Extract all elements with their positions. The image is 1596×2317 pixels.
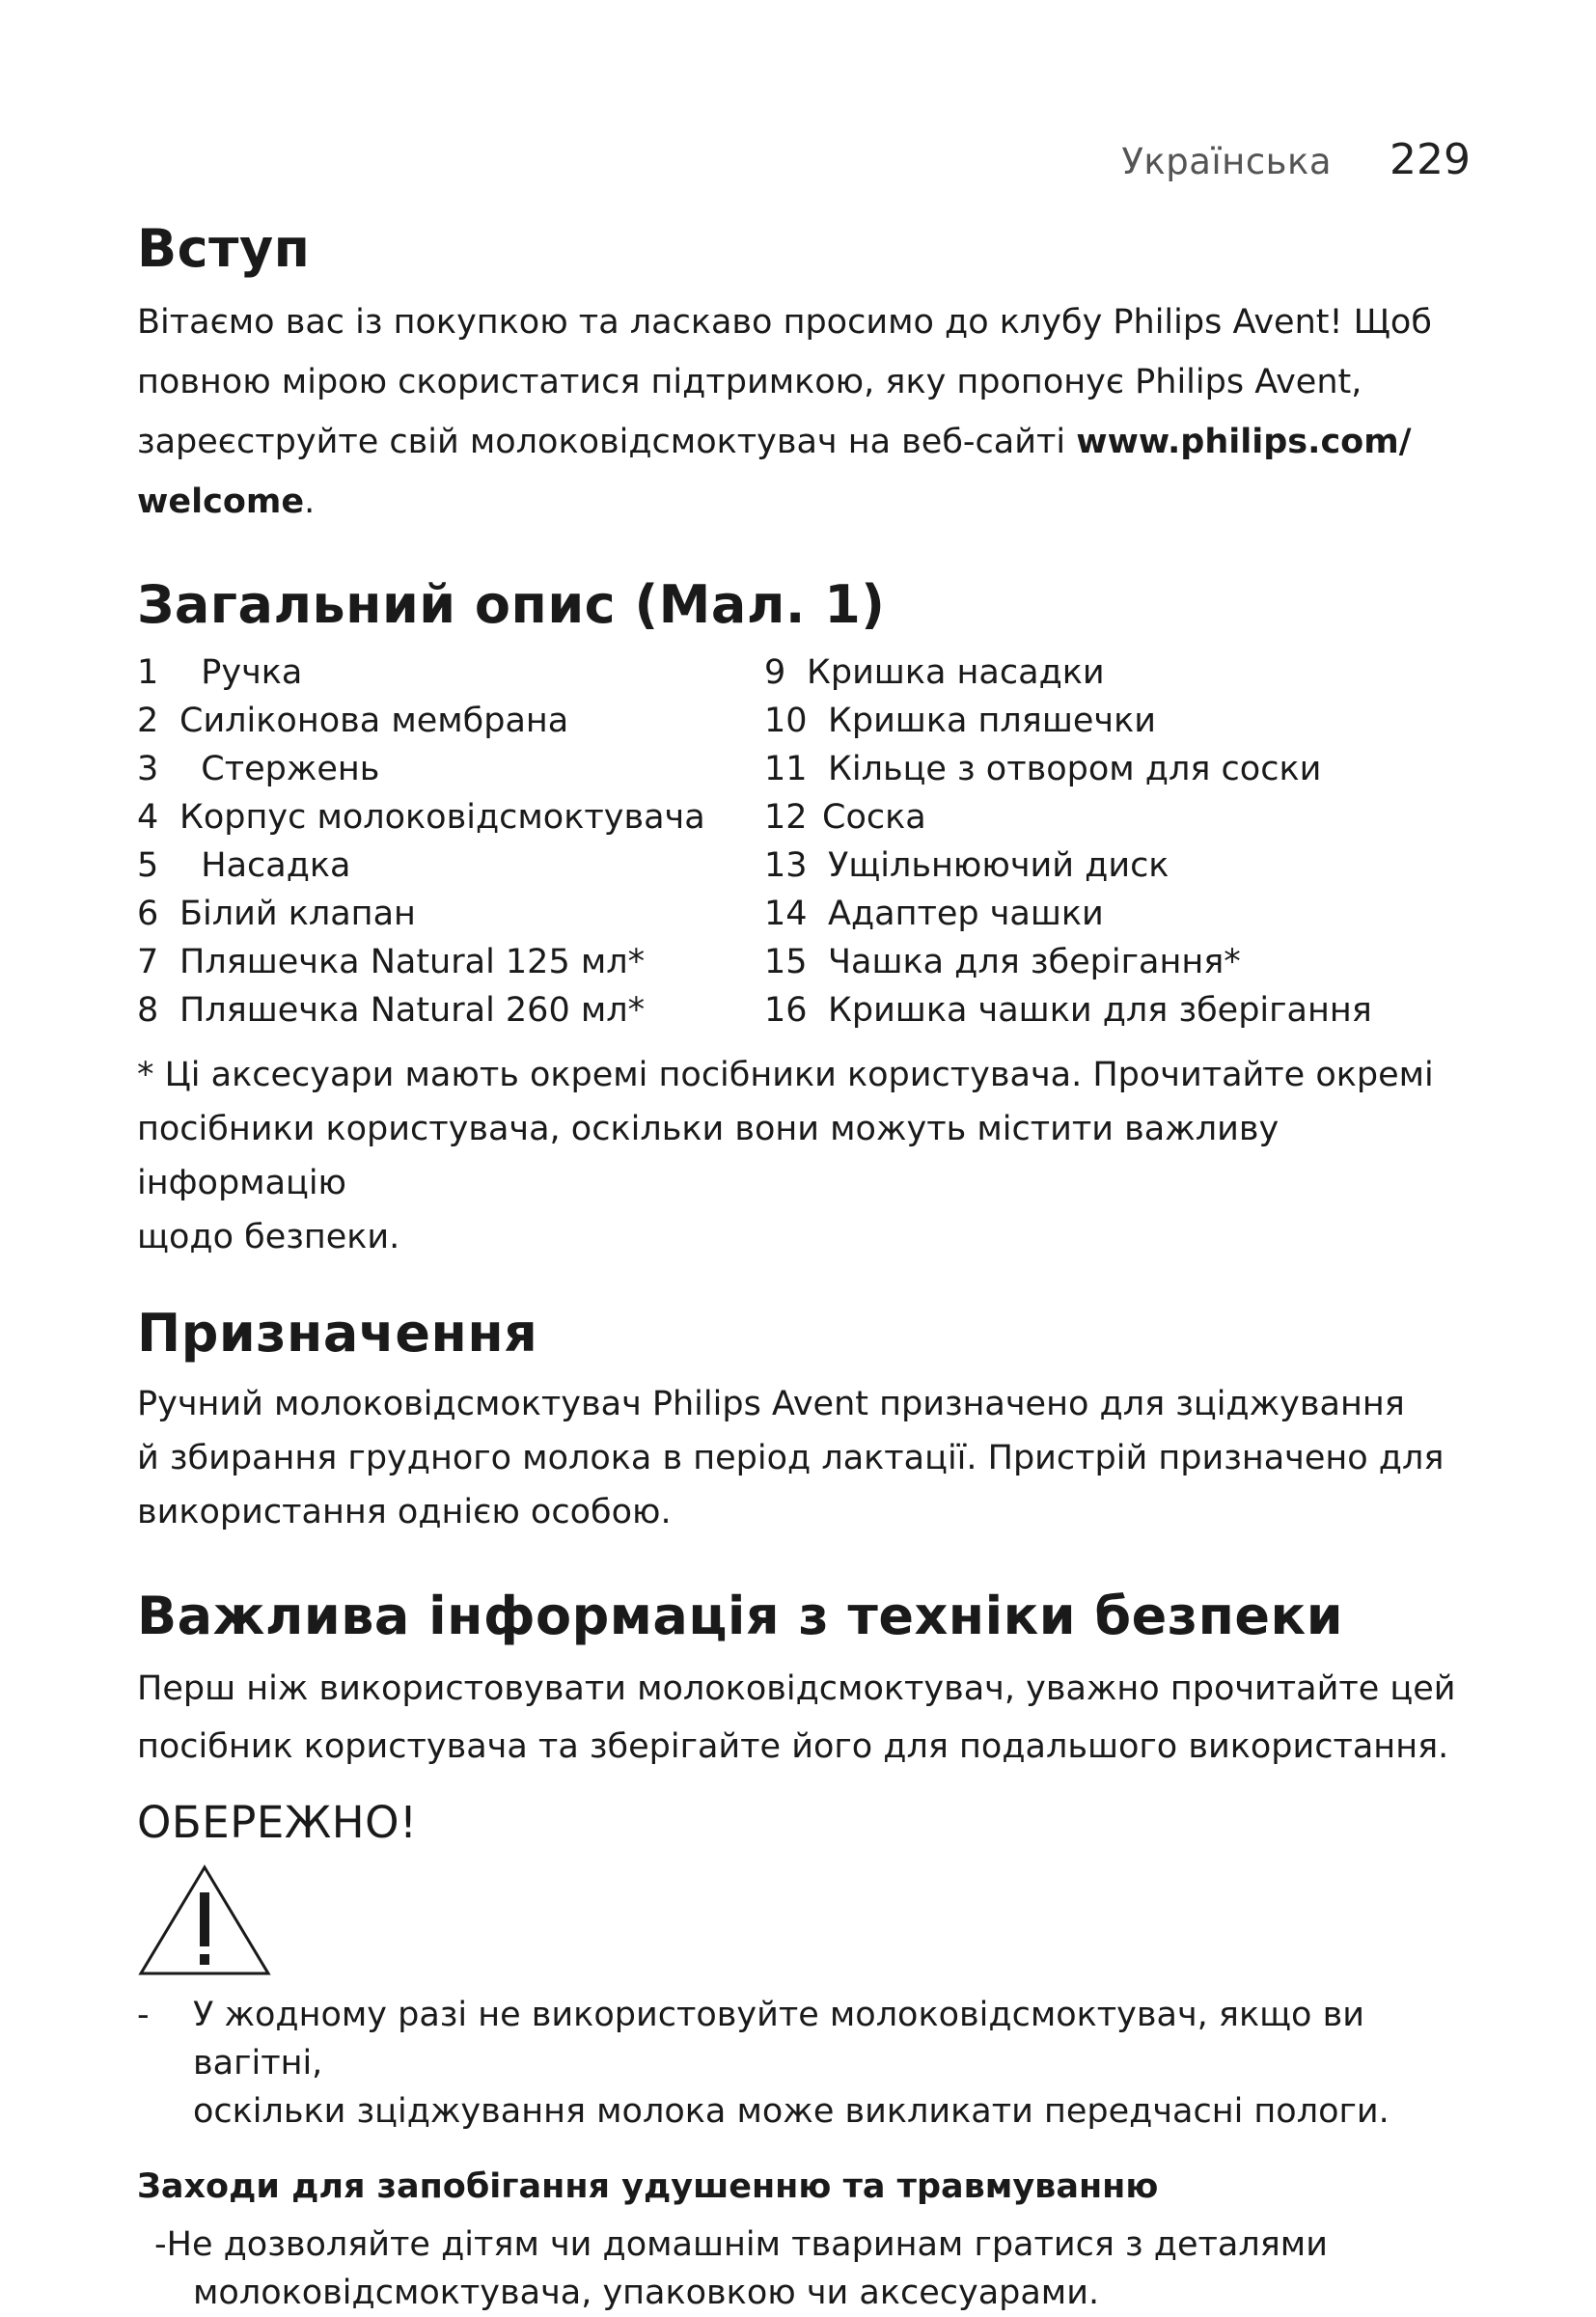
part-item — [137, 986, 764, 1034]
intro-heading: Вступ — [137, 218, 311, 279]
part-number: 4 — [137, 798, 159, 837]
part-number: 16 — [764, 991, 808, 1030]
part-label: Силіконова мембрана — [179, 702, 569, 740]
purpose-paragraph — [137, 1377, 1469, 1539]
part-item — [137, 793, 764, 841]
page-content — [137, 135, 1469, 2317]
page-number: 229 — [1390, 135, 1471, 184]
part-label: Чашка для зберігання* — [828, 943, 1241, 981]
website-link-continued[interactable]: welcome — [137, 483, 305, 521]
purpose-line: Ручний молоковідсмоктувач Philips Avent призначено для зціджування — [137, 1385, 1405, 1423]
bullet-line: оскільки зціджування молока може викликати передчасні пологи. — [193, 2092, 1390, 2131]
part-item — [137, 745, 764, 793]
part-item — [137, 890, 764, 938]
part-label: Кришка чашки для зберігання — [828, 991, 1372, 1030]
part-label: Адаптер чашки — [828, 895, 1104, 933]
safety-line: посібник користувача та зберігайте його для подальшого використання. — [137, 1727, 1449, 1766]
warning-triangle-icon — [137, 1863, 272, 1977]
part-number: 12 — [764, 798, 808, 837]
safety-line: Перш ніж використовувати молоковідсмоктувач, уважно прочитайте цей — [137, 1669, 1456, 1708]
part-item — [137, 841, 764, 890]
accessories-note — [137, 1048, 1469, 1264]
parts-column-left — [137, 648, 764, 1034]
part-label: Кільце з отвором для соски — [828, 750, 1322, 788]
part-item — [137, 938, 764, 986]
parts-column-right — [764, 648, 1440, 1034]
description-heading: Загальний опис (Мал. 1) — [137, 574, 886, 635]
part-number: 5 — [137, 846, 159, 885]
part-label: Стержень — [201, 750, 380, 788]
warning-bullet — [137, 1991, 1469, 2136]
part-label: Білий клапан — [179, 895, 416, 933]
bullet-text — [193, 1991, 1469, 2136]
intro-paragraph — [137, 292, 1469, 532]
bullet-dash: - — [137, 1996, 150, 2034]
header-language: Українська — [1121, 141, 1333, 182]
part-item — [764, 648, 1440, 697]
safety-paragraph — [137, 1660, 1469, 1776]
part-item — [764, 793, 1440, 841]
intro-line: Вітаємо вас із покупкою та ласкаво просимо до клубу Philips Avent! Щоб — [137, 303, 1432, 342]
part-number: 1 — [137, 653, 159, 692]
intro-line — [137, 412, 1469, 472]
part-number: 2 — [137, 702, 159, 740]
part-number: 8 — [137, 991, 159, 1030]
part-number: 13 — [764, 846, 808, 885]
part-label: Пляшечка Natural 125 мл* — [179, 943, 646, 981]
note-line: * Ці аксесуари мають окремі посібники користувача. Прочитайте окремі — [137, 1056, 1434, 1094]
part-number: 10 — [764, 702, 808, 740]
part-number: 9 — [764, 653, 786, 692]
part-number: 14 — [764, 895, 808, 933]
bullet-line: У жодному разі не використовуйте молоковідсмоктувач, якщо ви вагітні, — [193, 1996, 1364, 2083]
choking-subheading: Заходи для запобігання удушенню та травмуванню — [137, 2167, 1159, 2206]
part-number: 6 — [137, 895, 159, 933]
purpose-heading: Призначення — [137, 1303, 538, 1364]
part-number: 7 — [137, 943, 159, 981]
purpose-line: використання однією особою. — [137, 1493, 672, 1531]
part-item — [764, 841, 1440, 890]
part-label: Ущільнюючий диск — [828, 846, 1169, 885]
note-line: щодо безпеки. — [137, 1218, 400, 1256]
part-number: 3 — [137, 750, 159, 788]
caution-label: ОБЕРЕЖНО! — [137, 1797, 418, 1848]
part-label: Пляшечка Natural 260 мл* — [179, 991, 646, 1030]
choking-bullet — [137, 2220, 1469, 2317]
part-item — [764, 697, 1440, 745]
part-label: Кришка насадки — [807, 653, 1105, 692]
intro-line: повною мірою скористатися підтримкою, яку пропонує Philips Avent, — [137, 363, 1362, 401]
safety-heading: Важлива інформація з техніки безпеки — [137, 1586, 1344, 1646]
intro-line-text: зареєструйте свій молоковідсмоктувач на веб-сайті — [137, 423, 1077, 461]
part-number: 11 — [764, 750, 808, 788]
website-link[interactable]: www.philips.com/ — [1076, 423, 1412, 461]
bullet-line: молоковідсмоктувача, упаковкою чи аксесуарами. — [193, 2274, 1100, 2312]
part-item — [137, 697, 764, 745]
intro-line — [137, 472, 1469, 532]
note-line: посібники користувача, оскільки вони можуть містити важливу інформацію — [137, 1110, 1280, 1202]
part-label: Корпус молоковідсмоктувача — [179, 798, 705, 837]
parts-list — [137, 648, 1469, 1034]
part-label: Соска — [822, 798, 926, 837]
part-item — [764, 938, 1440, 986]
part-item — [137, 648, 764, 697]
part-number: 15 — [764, 943, 808, 981]
part-label: Ручка — [201, 653, 303, 692]
part-item — [764, 745, 1440, 793]
part-label: Кришка пляшечки — [828, 702, 1156, 740]
purpose-line: й збирання грудного молока в період лактації. Пристрій призначено для — [137, 1439, 1445, 1477]
part-label: Насадка — [201, 846, 351, 885]
part-item — [764, 890, 1440, 938]
bullet-line: -Не дозволяйте дітям чи домашнім тваринам гратися з деталями — [154, 2225, 1328, 2264]
intro-end: . — [304, 483, 316, 521]
part-item — [764, 986, 1440, 1034]
